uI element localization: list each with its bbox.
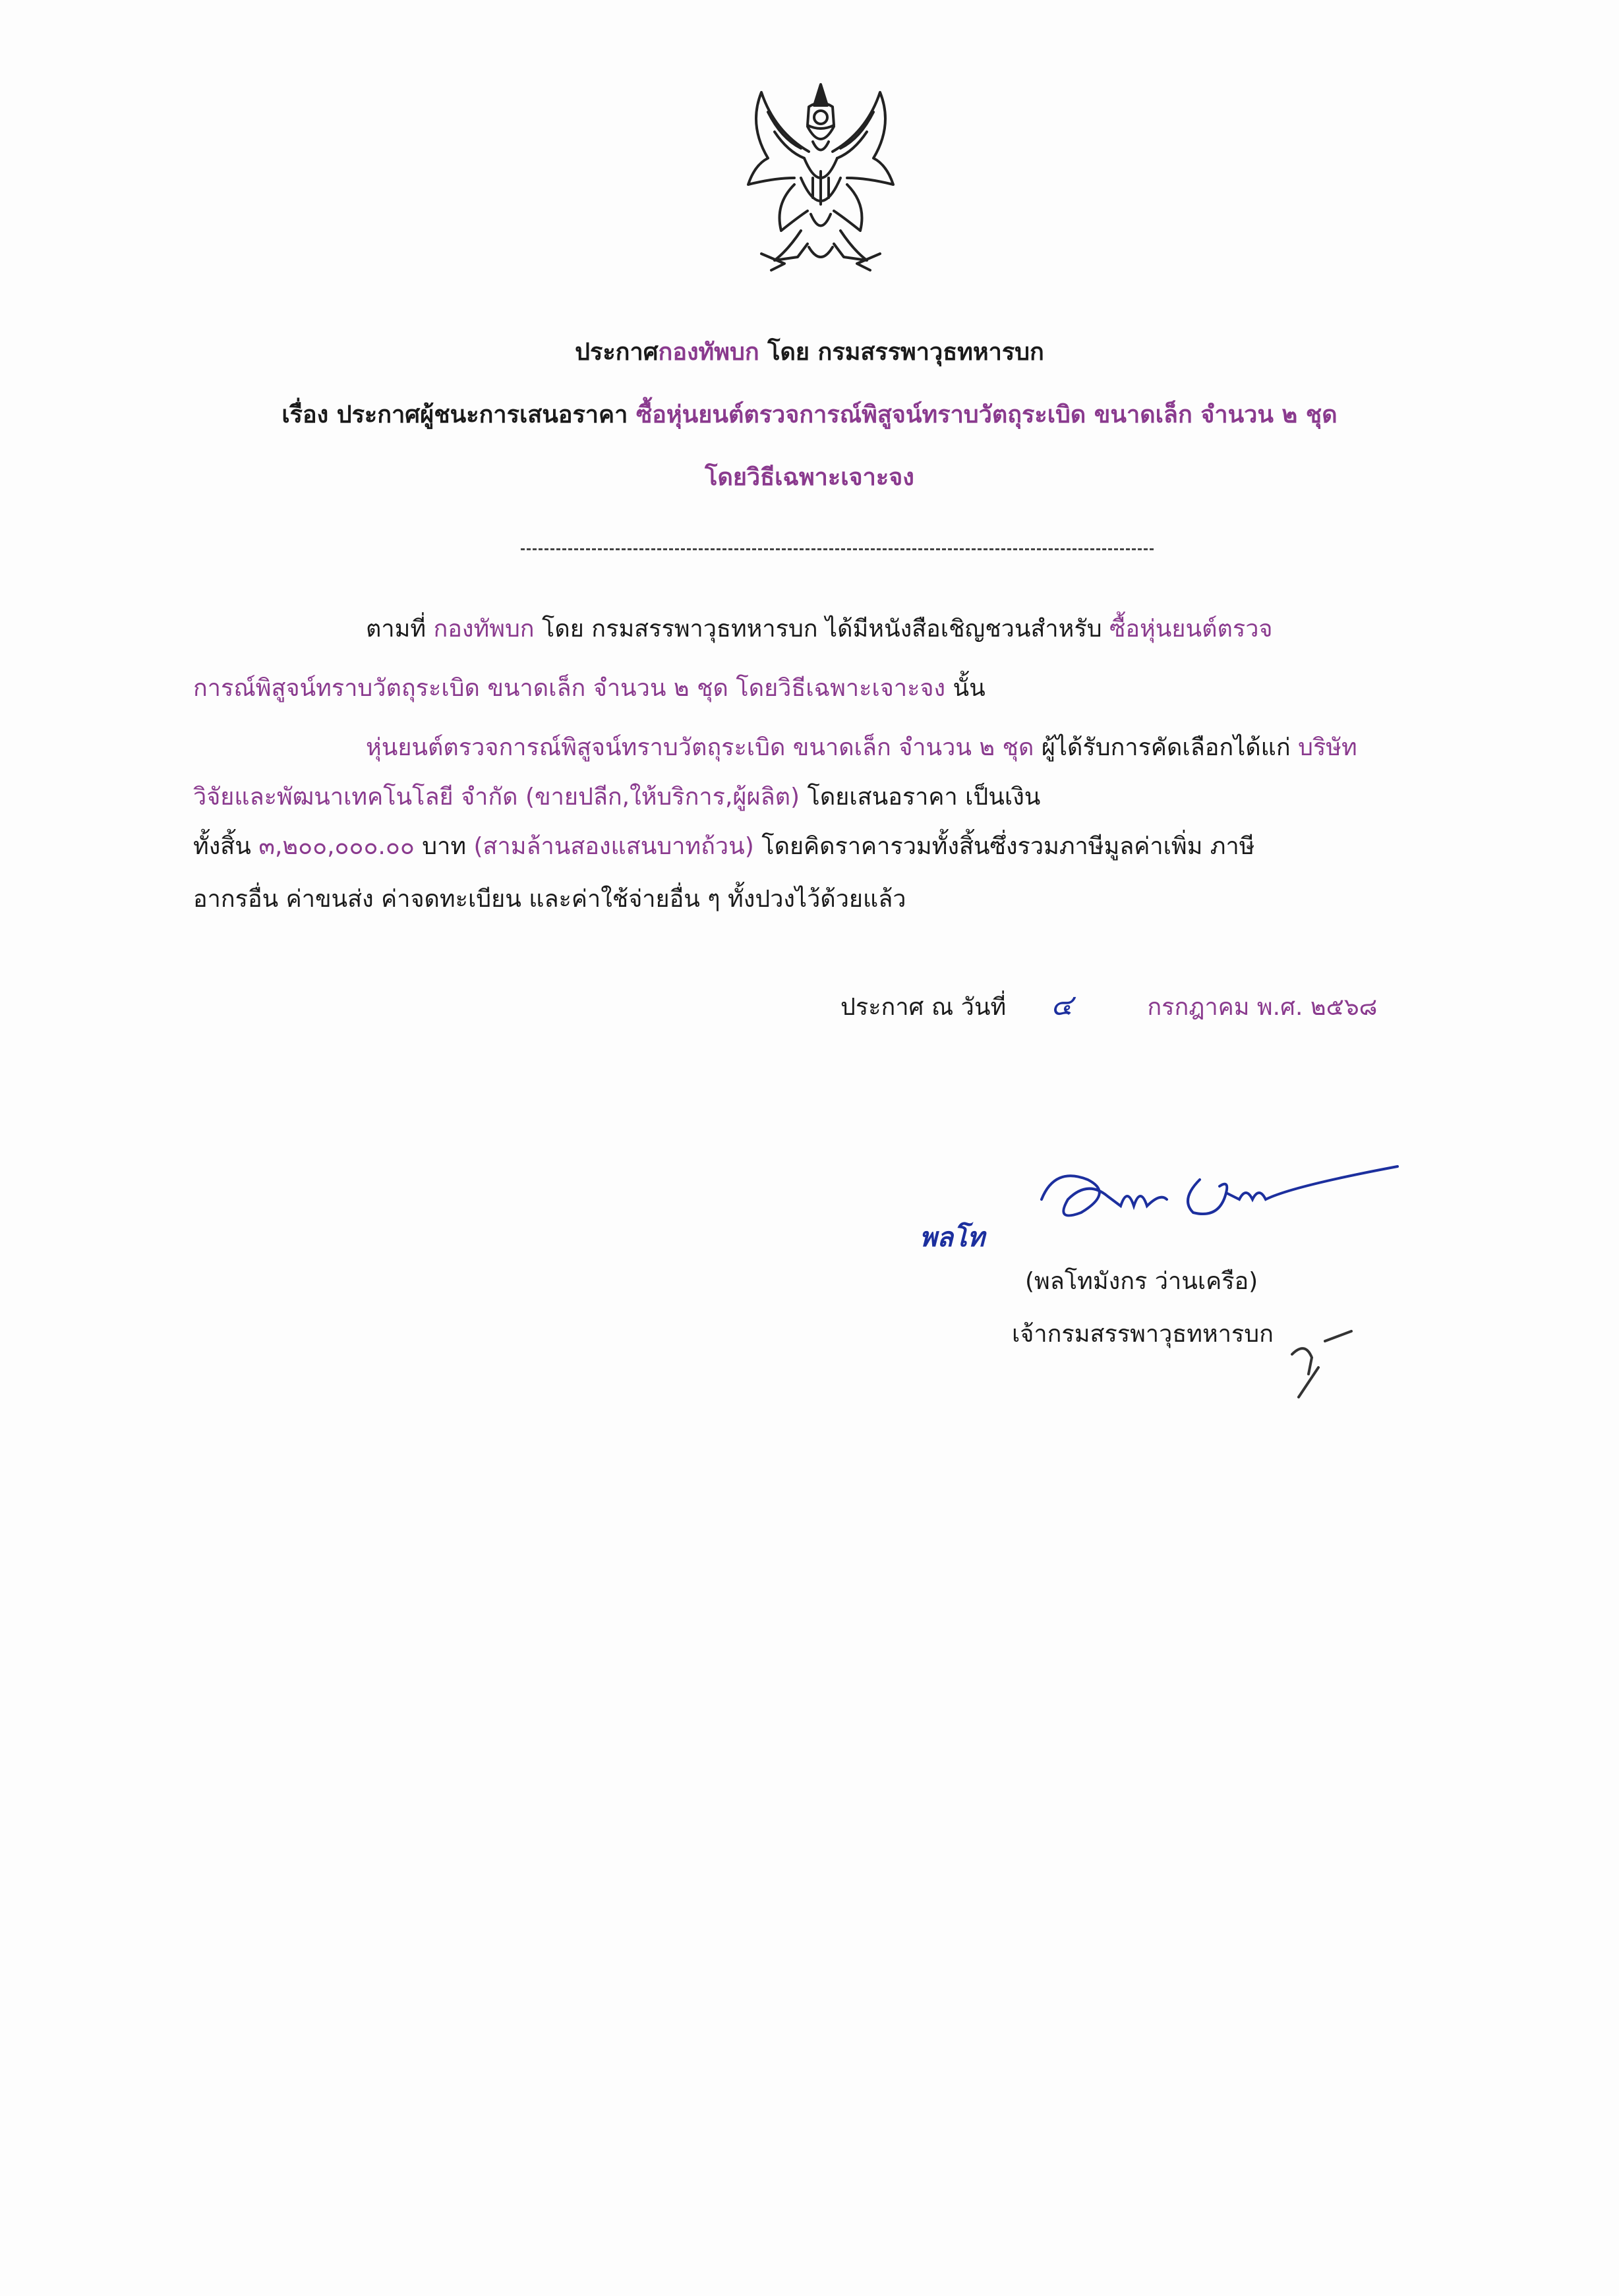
body-amount-words: (สามล้านสองแสนบาทถ้วน) [473, 833, 754, 860]
date-month-year: กรกฎาคม พ.ศ. ๒๕๖๘ [1147, 994, 1378, 1021]
body-text: โดยคิดราคารวมทั้งสิ้นซึ่งรวมภาษีมูลค่าเพิ่ม ภาษี [753, 833, 1255, 860]
signatory-position: เจ้ากรมสรรพาวุธทหารบก [1012, 1321, 1274, 1348]
title-department: โดย กรมสรรพาวุธทหารบก [759, 339, 1044, 366]
date-day: ๔ [1051, 989, 1073, 1022]
title-agency: กองทัพบก [658, 339, 759, 366]
body-text: โดยเสนอราคา เป็นเงิน [800, 784, 1041, 811]
body-line-1 [366, 610, 1273, 647]
body-vendor: บริษัท [1298, 734, 1357, 761]
body-vendor: วิจัยและพัฒนาเทคโนโลยี จำกัด (ขายปลีก,ให้บริการ,ผู้ผลิต) [193, 784, 800, 811]
initials-mark-icon [1285, 1328, 1365, 1400]
signature-mark-icon [1028, 1160, 1411, 1239]
announcement-title [132, 333, 1487, 370]
announcement-subject [132, 395, 1487, 433]
body-line-6 [193, 880, 906, 917]
body-item: หุ่นยนต์ตรวจการณ์พิสูจน์ทราบวัตถุระเบิด ขนาดเล็ก จำนวน ๒ ชุด [366, 734, 1034, 761]
date-prefix: ประกาศ ณ วันที่ [840, 994, 1007, 1021]
body-text: ตามที่ [366, 616, 434, 643]
signatory-name: (พลโทมังกร ว่านเครือ) [1025, 1268, 1258, 1295]
body-line-5 [193, 827, 1254, 865]
header-divider [521, 548, 1154, 550]
body-line-3 [366, 728, 1357, 766]
signature-rank: พลโท [920, 1222, 985, 1253]
title-prefix: ประกาศ [575, 339, 659, 366]
body-item: ซื้อหุ่นยนต์ตรวจ [1109, 616, 1273, 643]
garuda-emblem-icon [735, 79, 906, 277]
body-amount: ๓,๒๐๐,๐๐๐.๐๐ [258, 833, 415, 860]
body-text: ทั้งสิ้น [193, 833, 259, 860]
subject-item: ซื้อหุ่นยนต์ตรวจการณ์พิสูจน์ทราบวัตถุระเบิด ขนาดเล็ก จำนวน ๒ ชุด [635, 401, 1338, 428]
body-line-2 [193, 669, 986, 706]
body-text: อากรอื่น ค่าขนส่ง ค่าจดทะเบียน และค่าใช้จ่ายอื่น ๆ ทั้งปวงไว้ด้วยแล้ว [193, 886, 906, 913]
body-line-4 [193, 778, 1040, 815]
body-agency: กองทัพบก [433, 616, 535, 643]
body-text: โดย กรมสรรพาวุธทหารบก ได้มีหนังสือเชิญชวนสำหรับ [534, 616, 1109, 643]
body-text: ผู้ได้รับการคัดเลือกได้แก่ [1034, 734, 1299, 761]
subject-prefix: เรื่อง ประกาศผู้ชนะการเสนอราคา [281, 401, 636, 428]
body-text: บาท [414, 833, 474, 860]
announcement-date [840, 982, 1377, 1028]
body-text: นั้น [945, 675, 986, 702]
subject-method: โดยวิธีเฉพาะเจาะจง [705, 464, 914, 491]
body-item: การณ์พิสูจน์ทราบวัตถุระเบิด ขนาดเล็ก จำนวน ๒ ชุด โดยวิธีเฉพาะเจาะจง [193, 675, 946, 702]
